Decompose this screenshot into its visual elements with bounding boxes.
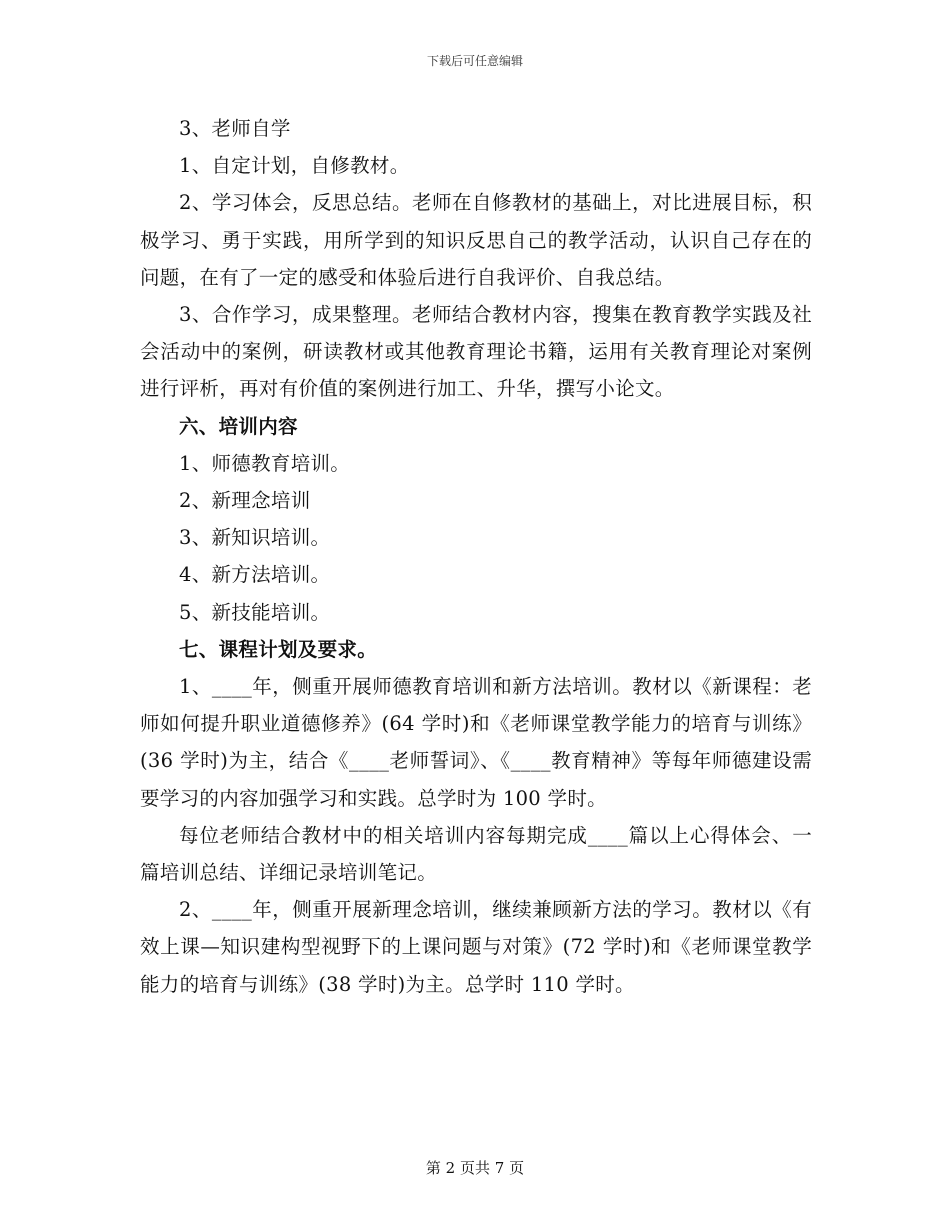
document-body (140, 110, 812, 1003)
paragraph-cooperate: 3、合作学习，成果整理。老师结合教材内容，搜集在教育教学实践及社会活动中的案例，研读教材或其他教育理论书籍，运用有关教育理论对案例进行评析，再对有价值的案例进行加工、升华，撰写小论文。 (140, 303, 812, 401)
paragraph-self-study: 3、老师自学 (179, 117, 291, 140)
page-number: 第 2 页共 7 页 (425, 1159, 525, 1177)
paragraph-year-one: 1、____年，侧重开展师德教育培训和新方法培训。教材以《新课程：老师如何提升职业道德修养》(64 学时)和《老师课堂教学能力的培育与训练》(36 学时)为主，结合《____老师誓词》、《____教育精神》等每年师德建设需要学习的内容加强学习和实践。总学时为 100 学时。 (140, 675, 812, 810)
section-heading-training-content: 六、培训内容 (179, 414, 298, 438)
list-item-method-training: 4、新方法培训。 (179, 563, 331, 587)
list-item-ethics-training: 1、师德教育培训。 (179, 451, 351, 475)
paragraph-requirements: 每位老师结合教材中的相关培训内容每期完成____篇以上心得体会、一篇培训总结、详细记录培训笔记。 (140, 823, 812, 885)
list-item-knowledge-training: 3、新知识培训。 (179, 526, 331, 550)
list-item-concept-training: 2、新理念培训 (179, 489, 311, 513)
page-header: 下载后可任意编辑 (426, 54, 523, 68)
paragraph-year-two: 2、____年，侧重开展新理念培训，继续兼顾新方法的学习。教材以《有效上课—知识建构型视野下的上课问题与对策》(72 学时)和《老师课堂教学能力的培育与训练》(38 学时)为主。总学时 110 学时。 (140, 898, 812, 996)
section-heading-course-plan: 七、课程计划及要求。 (179, 637, 378, 661)
paragraph-plan: 1、自定计划，自修教材。 (179, 154, 410, 178)
list-item-skill-training: 5、新技能培训。 (179, 600, 331, 624)
paragraph-reflect: 2、学习体会，反思总结。老师在自修教材的基础上，对比进展目标，积极学习、勇于实践，用所学到的知识反思自己的教学活动，认识自己存在的问题，在有了一定的感受和体验后进行自我评价、自我总结。 (140, 191, 812, 289)
